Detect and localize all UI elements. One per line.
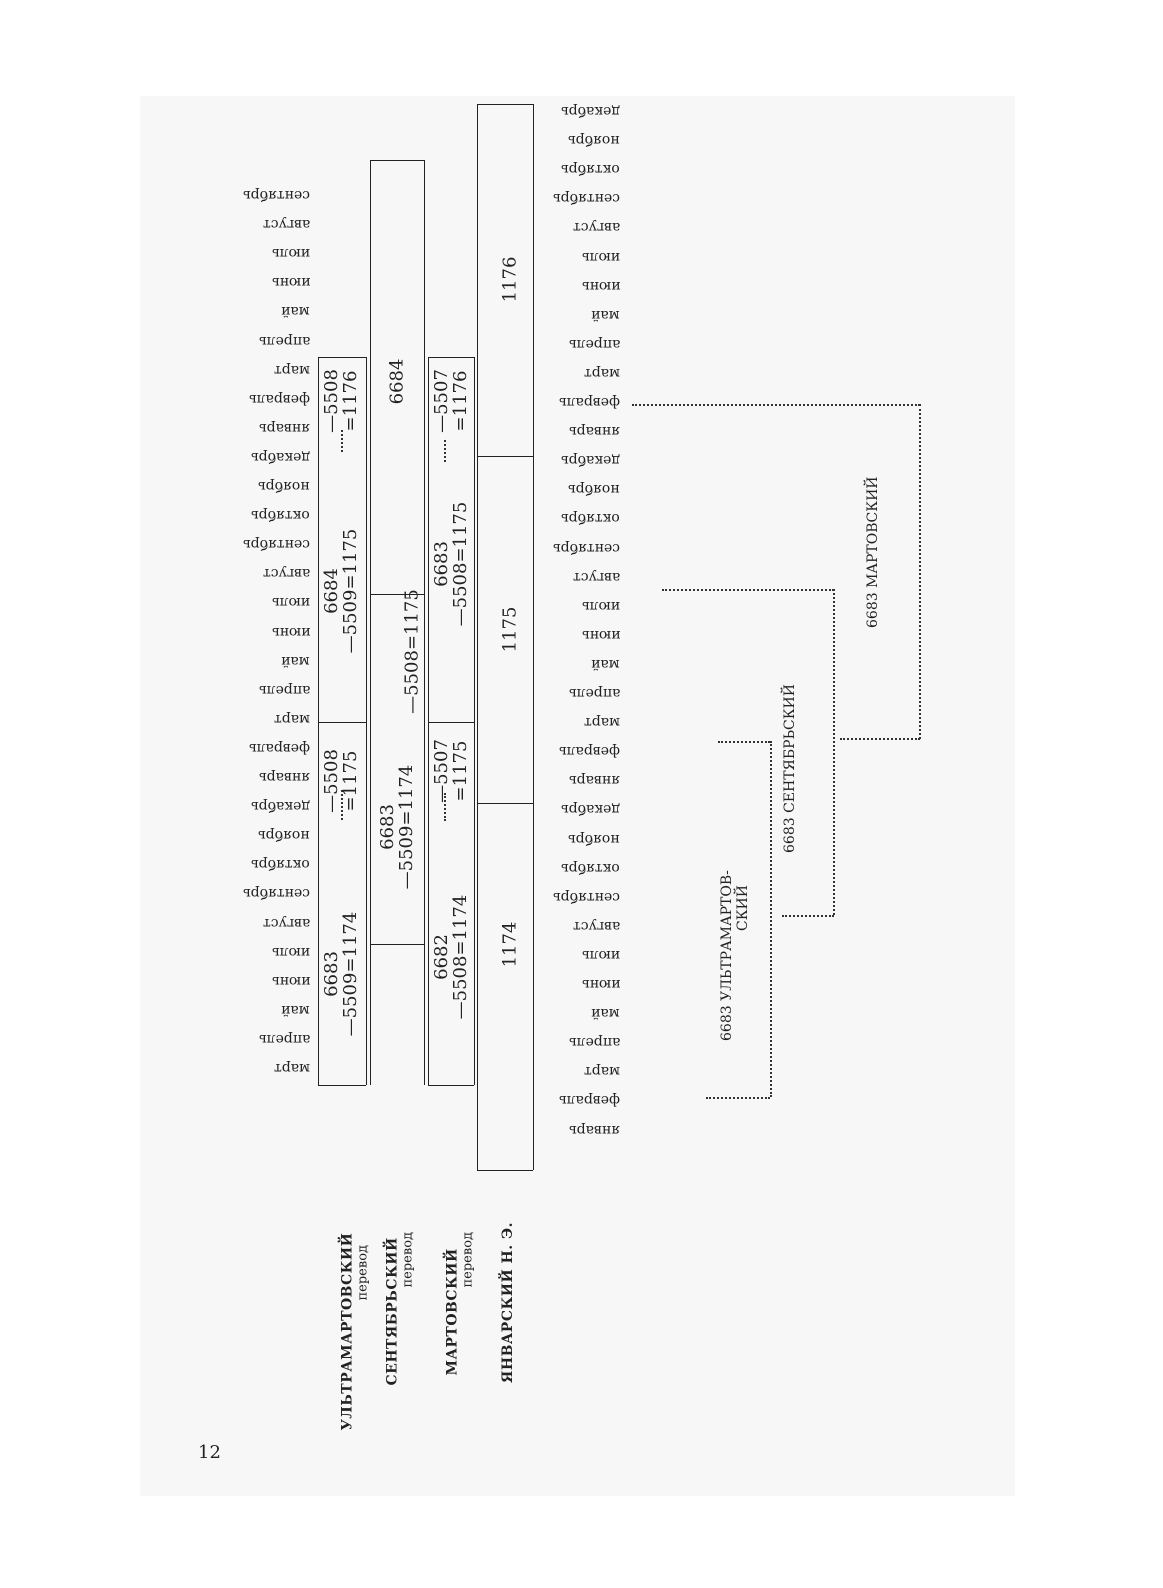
- equation-part: =1175: [450, 740, 471, 802]
- row-label-title: МАРТОВСКИЙ: [444, 1248, 461, 1376]
- month-label: август: [572, 568, 620, 585]
- month-label: июль: [581, 248, 620, 265]
- month-label: февраль: [559, 394, 620, 410]
- month-label: июнь: [581, 626, 620, 643]
- month-label: январь: [259, 769, 310, 785]
- mart-connector: [840, 738, 920, 740]
- month-label: ноябрь: [568, 481, 620, 498]
- ultra-cell-3: [322, 516, 360, 666]
- month-label: сентябрь: [552, 190, 620, 207]
- month-label: август: [262, 216, 310, 233]
- sept-row-edge-left: [370, 160, 371, 1085]
- month-label: декабрь: [560, 103, 620, 119]
- year-label: 6684: [386, 358, 408, 405]
- sept-row-edge-right: [424, 160, 425, 1085]
- year-label: 1174: [499, 921, 521, 968]
- month-label: май: [591, 306, 620, 323]
- row-label-january: [500, 1223, 516, 1403]
- mart-cell-2: [432, 726, 470, 816]
- month-label: апрель: [568, 335, 620, 352]
- month-label: ноябрь: [258, 478, 310, 494]
- month-label: январь: [569, 1121, 620, 1138]
- month-label: июнь: [271, 972, 310, 989]
- month-label: сентябрь: [242, 536, 310, 553]
- legend-text: 6683 УЛЬТРАМАРТОВ-: [719, 870, 735, 1041]
- month-label: сентябрь: [242, 885, 310, 902]
- month-label: февраль: [559, 1092, 620, 1109]
- month-label: март: [584, 364, 620, 381]
- month-label: март: [274, 710, 310, 727]
- equation-part: =1176: [340, 370, 361, 432]
- row-label-ultramartovsky: [340, 1201, 371, 1431]
- year-label: 6684: [321, 568, 342, 614]
- legend-september: [782, 683, 798, 853]
- mart-row-edge-right: [474, 357, 475, 1085]
- equation-part: —5508: [321, 369, 342, 433]
- jan-row-edge-right: [533, 104, 534, 1170]
- equation-part: —5508: [321, 749, 342, 813]
- month-label: май: [591, 1005, 620, 1022]
- equation-label: —5508=1175: [401, 589, 423, 714]
- month-label: июль: [581, 597, 620, 614]
- ultra-row-divider: [318, 722, 366, 723]
- month-label: февраль: [249, 739, 310, 756]
- equation-label: —5509=1175: [340, 528, 361, 654]
- legend-text: 6683 СЕНТЯБРЬСКИЙ: [782, 684, 798, 853]
- month-label: июнь: [271, 274, 310, 291]
- month-label: сентябрь: [552, 888, 620, 905]
- month-label: март: [584, 714, 620, 731]
- ultra-cell-4: [322, 356, 360, 446]
- ultra-row-divider: [318, 1085, 366, 1086]
- month-label: июль: [271, 594, 310, 611]
- mart-cell-4: [432, 356, 470, 446]
- jan-row-edge-left: [477, 104, 478, 1170]
- jan-cell-2: [501, 595, 520, 665]
- row-label-title: ЯНВАРСКИЙ Н. Э.: [500, 1221, 516, 1383]
- ultra-row-edge-right: [366, 357, 367, 1085]
- mart-connector: [919, 404, 921, 739]
- year-label: 6682: [431, 934, 452, 980]
- row-label-title: СЕНТЯБРЬСКИЙ: [384, 1237, 401, 1386]
- mart-cell-1: [432, 882, 470, 1032]
- month-label: июль: [271, 245, 310, 262]
- month-label: март: [584, 1063, 620, 1080]
- sept-connector: [833, 589, 835, 915]
- ultra-row-edge-left: [318, 357, 319, 1085]
- month-label: апрель: [568, 1034, 620, 1051]
- month-label: январь: [569, 772, 620, 789]
- sept-connector: [782, 915, 834, 917]
- month-label: ноябрь: [568, 830, 620, 847]
- month-label: март: [274, 361, 310, 378]
- jan-cell-3: [501, 245, 520, 315]
- month-label: октябрь: [561, 859, 620, 876]
- year-label: 6683: [431, 541, 452, 587]
- mart-row-edge-left: [428, 357, 429, 1085]
- sept-connector: [662, 589, 834, 591]
- month-label: апрель: [258, 332, 310, 349]
- month-label: май: [281, 652, 310, 669]
- row-label-martovsky: [445, 1216, 476, 1416]
- equation-label: —5508=1175: [450, 501, 471, 627]
- month-label: ноябрь: [568, 132, 620, 149]
- legend-text: 6683 МАРТОВСКИЙ: [865, 476, 881, 628]
- month-label: апрель: [258, 1030, 310, 1047]
- month-label: май: [281, 303, 310, 320]
- row-label-sub: перевод: [355, 1244, 371, 1301]
- sept-row-divider: [370, 160, 424, 161]
- month-label: ноябрь: [258, 827, 310, 844]
- mart-row-divider: [428, 1085, 474, 1086]
- month-label: декабрь: [560, 452, 620, 469]
- equation-part: =1175: [340, 750, 361, 812]
- equation-part: —5507: [431, 369, 452, 433]
- month-label: июль: [271, 943, 310, 960]
- month-label: июнь: [581, 277, 620, 294]
- page-sheet: [140, 96, 1015, 1496]
- ultra-cell-2: [322, 736, 360, 826]
- month-label: июль: [581, 946, 620, 963]
- year-label: 6683: [377, 804, 398, 850]
- month-label: февраль: [249, 390, 310, 407]
- page-number: 12: [198, 1442, 221, 1463]
- month-label: апрель: [568, 685, 620, 701]
- equation-part: =1176: [450, 370, 471, 432]
- legend-martovsky: [865, 478, 881, 628]
- ultra-cell-1: [322, 899, 360, 1049]
- month-label: октябрь: [251, 856, 310, 873]
- month-label: декабрь: [560, 801, 620, 818]
- legend-text: СКИЙ: [735, 885, 751, 931]
- row-label-sub: перевод: [460, 1231, 476, 1288]
- month-label: декабрь: [250, 448, 310, 465]
- jan-row-divider: [477, 104, 533, 105]
- equation-part: —5507: [431, 739, 452, 803]
- mart-row-divider: [428, 722, 474, 723]
- month-label: сентябрь: [552, 539, 620, 556]
- month-label: октябрь: [561, 161, 620, 178]
- sept-cell-1: [378, 752, 416, 902]
- sept-cell-3: [388, 347, 407, 417]
- jan-row-divider: [477, 1170, 533, 1171]
- sept-cell-2: [403, 577, 422, 727]
- month-label: март: [274, 1060, 310, 1076]
- month-label: октябрь: [251, 507, 310, 524]
- equation-label: —5509=1174: [396, 764, 417, 890]
- month-label: февраль: [559, 743, 620, 760]
- row-label-september: [385, 1216, 416, 1416]
- year-label: 6683: [321, 951, 342, 997]
- month-label: август: [572, 917, 620, 934]
- ultra-connector: [718, 741, 770, 743]
- equation-label: —5508=1174: [450, 894, 471, 1020]
- mart-connector: [632, 404, 920, 406]
- month-label: август: [262, 565, 310, 582]
- jan-row-divider: [477, 456, 533, 457]
- month-label: май: [281, 1001, 310, 1018]
- jan-cell-1: [501, 910, 520, 980]
- year-label: 1176: [499, 256, 521, 303]
- month-label: октябрь: [561, 510, 620, 527]
- ultra-connector: [706, 1097, 770, 1099]
- month-label: июнь: [271, 623, 310, 640]
- month-label: январь: [259, 419, 310, 436]
- month-label: август: [262, 914, 310, 931]
- month-label: май: [591, 655, 620, 672]
- jan-row-divider: [477, 803, 533, 804]
- month-label: декабрь: [250, 798, 310, 815]
- month-label: сентябрь: [242, 187, 310, 203]
- legend-ultramartovsky: [719, 861, 751, 1041]
- equation-label: —5509=1174: [340, 911, 361, 1037]
- year-label: 1175: [499, 606, 521, 653]
- month-label: август: [572, 219, 620, 236]
- sept-row-divider: [370, 944, 424, 945]
- row-label-title: УЛЬТРАМАРТОВСКИЙ: [339, 1232, 356, 1431]
- mart-cell-3: [432, 489, 470, 639]
- ultra-connector: [770, 741, 772, 1097]
- month-label: апрель: [258, 681, 310, 698]
- month-label: январь: [569, 423, 620, 440]
- row-label-sub: перевод: [400, 1231, 416, 1288]
- month-label: июнь: [581, 976, 620, 992]
